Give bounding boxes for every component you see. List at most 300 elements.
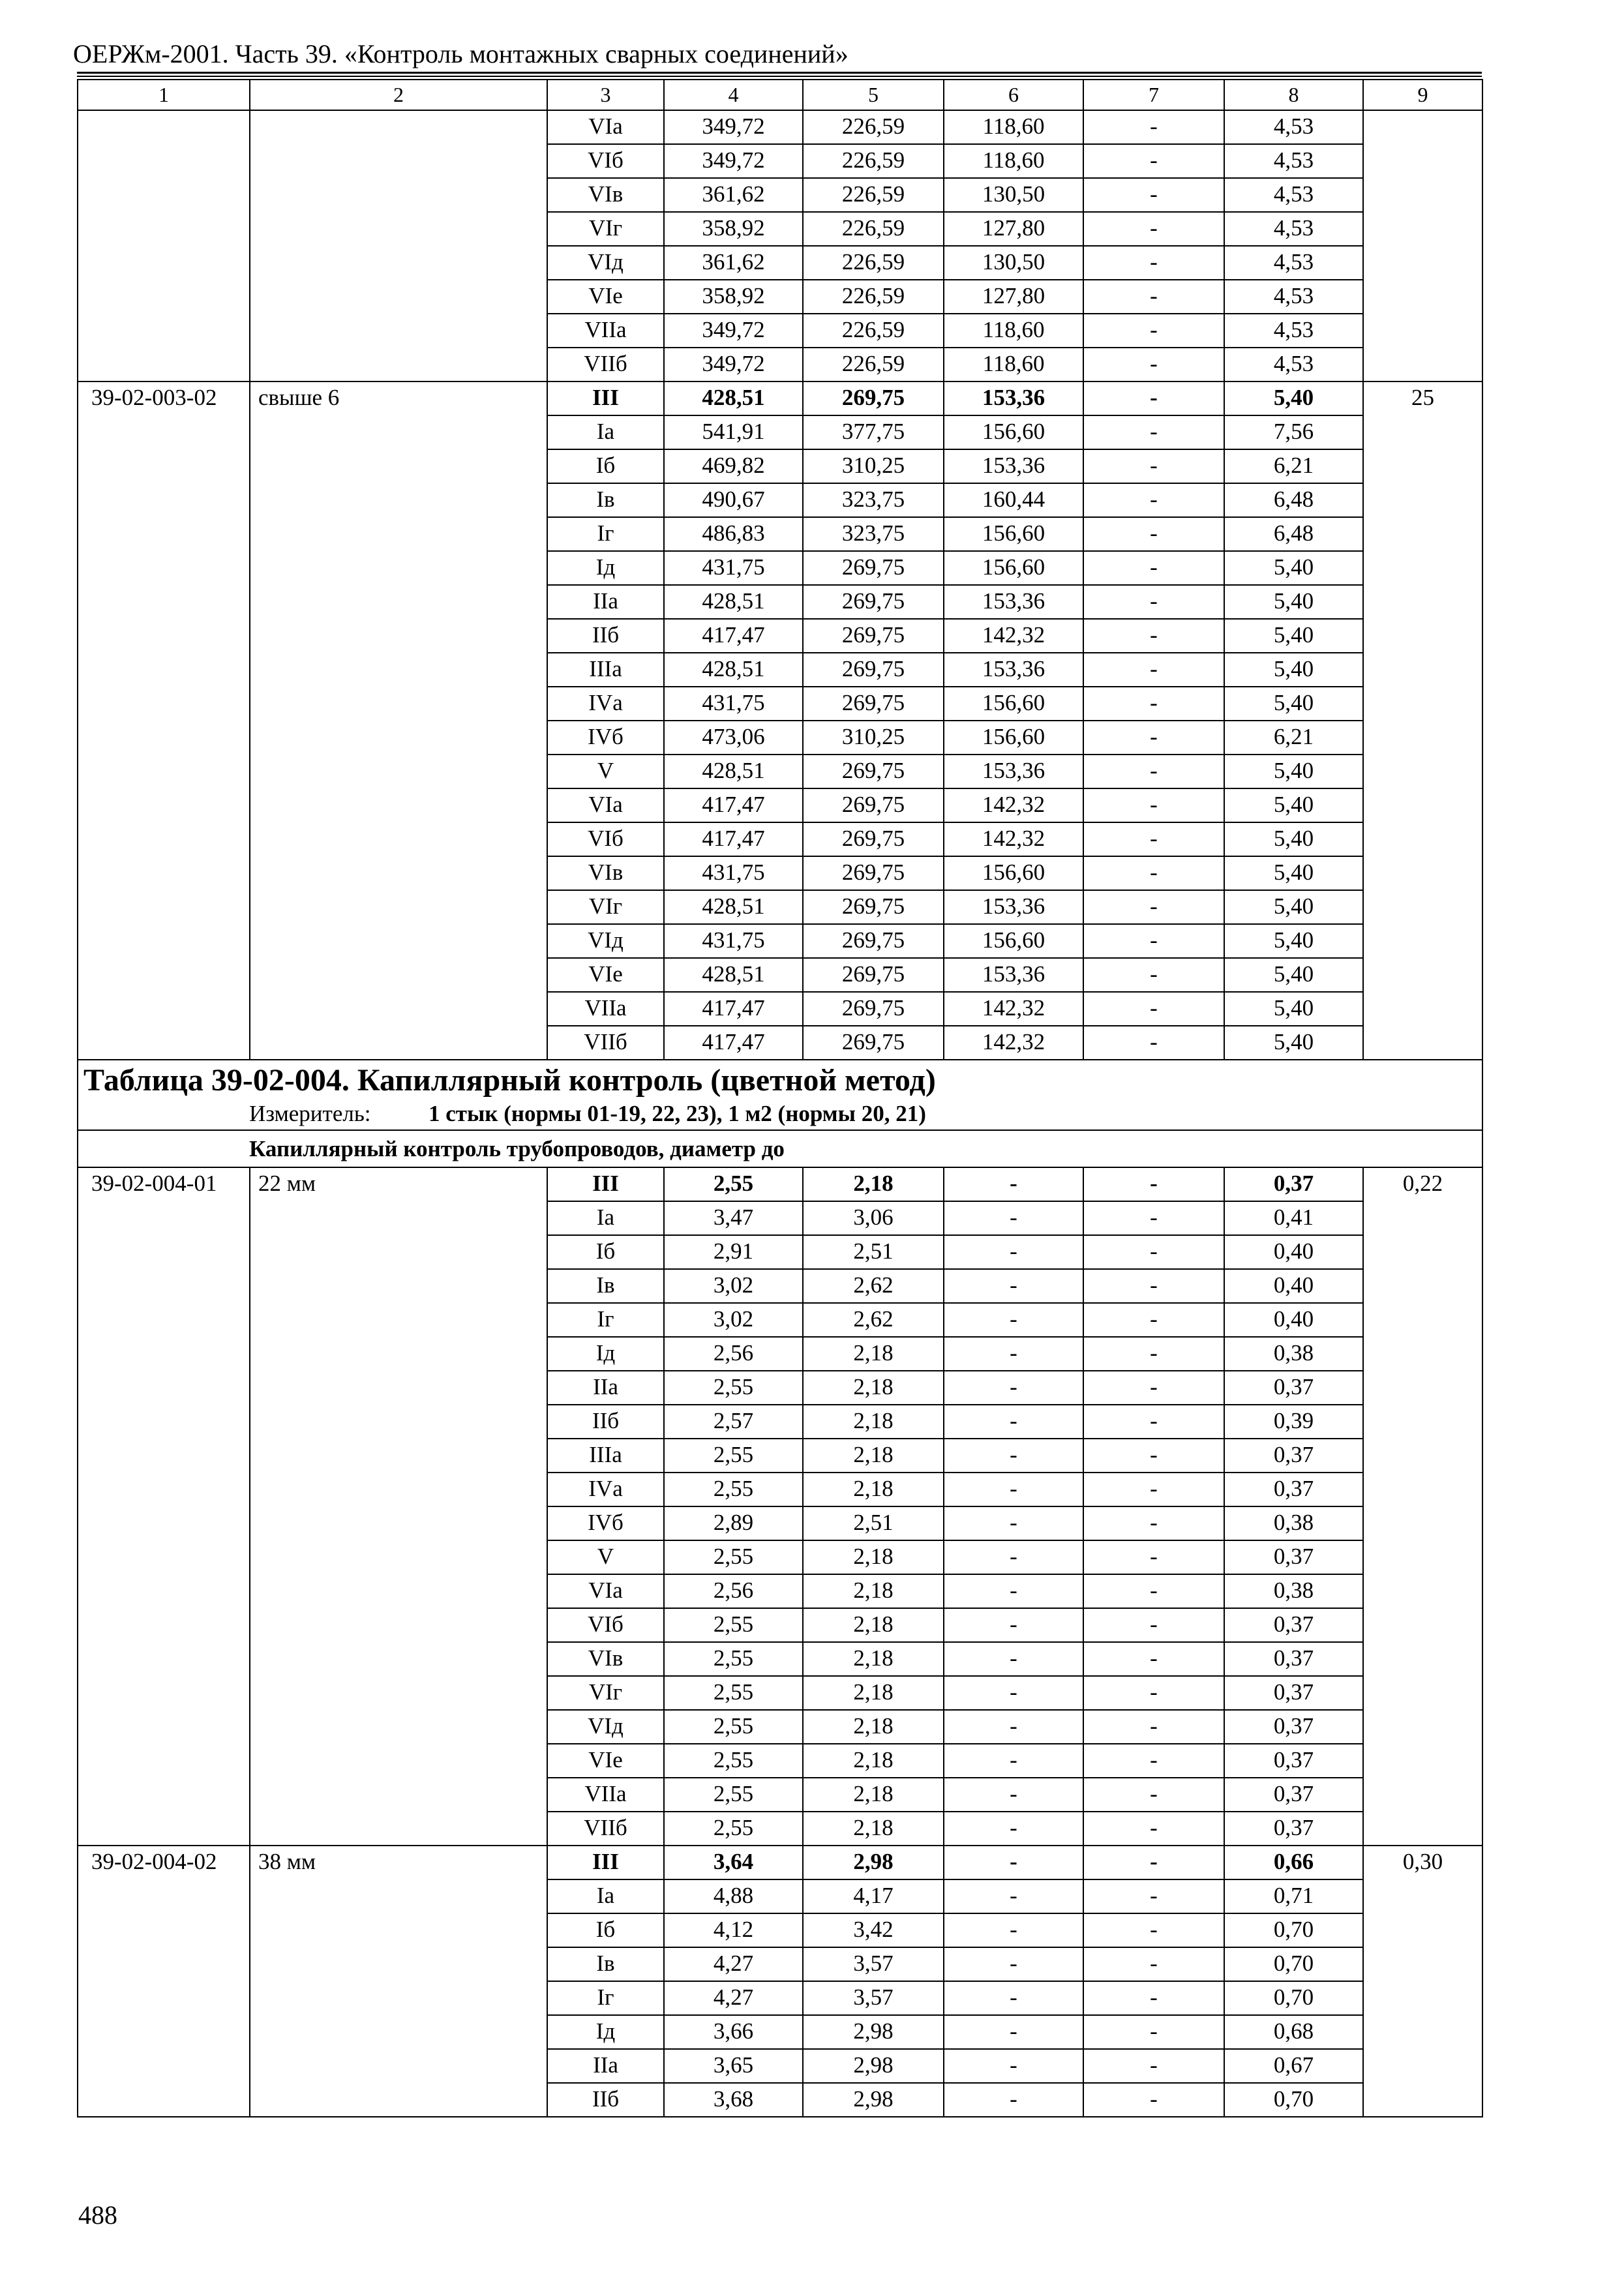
value-cell: 5,40	[1224, 551, 1363, 585]
value-cell: 349,72	[664, 348, 803, 382]
column-number: 1	[78, 80, 250, 110]
value-cell: -	[1083, 1540, 1224, 1574]
norm-description: свыше 6	[250, 382, 547, 1060]
value-cell: -	[944, 1439, 1083, 1473]
column-number-row	[78, 80, 1482, 110]
column-number: 5	[803, 80, 944, 110]
value-cell: -	[1083, 1303, 1224, 1337]
value-cell: -	[1083, 1026, 1224, 1060]
value-cell: 3,57	[803, 1981, 944, 2015]
value-cell: 541,91	[664, 415, 803, 449]
norm-code: 39-02-004-01	[78, 1167, 250, 1846]
value-cell: -	[1083, 1439, 1224, 1473]
value-cell: -	[944, 1608, 1083, 1642]
zone-cell: VIг	[547, 890, 664, 924]
value-cell: 417,47	[664, 788, 803, 822]
value-cell: -	[1083, 687, 1224, 721]
value-cell: 156,60	[944, 924, 1083, 958]
value-cell: -	[1083, 178, 1224, 212]
value-cell: -	[1083, 924, 1224, 958]
value-cell: -	[944, 1710, 1083, 1744]
value-cell: -	[1083, 144, 1224, 178]
value-cell: 377,75	[803, 415, 944, 449]
value-cell: 142,32	[944, 619, 1083, 653]
value-cell: 269,75	[803, 788, 944, 822]
value-cell: 0,37	[1224, 1642, 1363, 1676]
value-cell: 0,37	[1224, 1167, 1363, 1201]
value-cell: -	[1083, 1235, 1224, 1269]
value-cell: 428,51	[664, 382, 803, 415]
value-cell: 0,41	[1224, 1201, 1363, 1235]
value-cell: 2,89	[664, 1506, 803, 1540]
value-cell: 431,75	[664, 924, 803, 958]
zone-cell: Iа	[547, 1879, 664, 1913]
value-cell: 2,18	[803, 1642, 944, 1676]
table-title-cell	[78, 1060, 1482, 1101]
value-cell: 156,60	[944, 856, 1083, 890]
value-cell: 4,53	[1224, 212, 1363, 246]
value-cell: 4,17	[803, 1879, 944, 1913]
value-cell: 0,38	[1224, 1574, 1363, 1608]
value-cell: 2,18	[803, 1744, 944, 1778]
value-cell: -	[1083, 1744, 1224, 1778]
value-cell: -	[1083, 755, 1224, 788]
zone-cell: Iг	[547, 1303, 664, 1337]
value-cell: 2,56	[664, 1337, 803, 1371]
value-cell: 2,55	[664, 1439, 803, 1473]
zone-cell: Iд	[547, 1337, 664, 1371]
value-cell: 0,37	[1224, 1540, 1363, 1574]
value-cell: -	[1083, 280, 1224, 314]
zone-cell: Iа	[547, 1201, 664, 1235]
value-cell: 4,53	[1224, 246, 1363, 280]
value-cell: 156,60	[944, 687, 1083, 721]
value-cell: 269,75	[803, 653, 944, 687]
zone-cell: IVб	[547, 1506, 664, 1540]
value-cell: 2,62	[803, 1269, 944, 1303]
value-cell: 2,98	[803, 2015, 944, 2049]
value-cell: 2,91	[664, 1235, 803, 1269]
value-cell: 4,27	[664, 1981, 803, 2015]
value-cell: 156,60	[944, 415, 1083, 449]
value-cell: 349,72	[664, 314, 803, 348]
value-cell: -	[944, 1269, 1083, 1303]
value-cell: 153,36	[944, 449, 1083, 483]
value-cell: 5,40	[1224, 958, 1363, 992]
value-cell: 142,32	[944, 992, 1083, 1026]
value-cell: 226,59	[803, 348, 944, 382]
value-cell: -	[1083, 1846, 1224, 1879]
value-cell: 2,98	[803, 2083, 944, 2117]
norm-description: 22 мм	[250, 1167, 547, 1846]
zone-cell: III	[547, 1846, 664, 1879]
value-cell: -	[944, 1167, 1083, 1201]
value-cell: -	[1083, 1913, 1224, 1947]
value-cell: 0,68	[1224, 2015, 1363, 2049]
value-cell: -	[1083, 1710, 1224, 1744]
value-cell: 2,18	[803, 1540, 944, 1574]
value-cell: 2,98	[803, 1846, 944, 1879]
value-cell: -	[944, 1337, 1083, 1371]
value-cell: 5,40	[1224, 382, 1363, 415]
meter-cell	[78, 1101, 1482, 1130]
value-cell: 2,55	[664, 1473, 803, 1506]
zone-cell: IVа	[547, 1473, 664, 1506]
value-cell: -	[1083, 2049, 1224, 2083]
zone-cell: VIIб	[547, 1812, 664, 1846]
value-cell: -	[1083, 1473, 1224, 1506]
zone-cell: VIIа	[547, 992, 664, 1026]
norms-table	[77, 79, 1483, 2117]
zone-cell: IIб	[547, 1405, 664, 1439]
zone-cell: Iа	[547, 415, 664, 449]
zone-cell: VIе	[547, 1744, 664, 1778]
value-cell: 4,12	[664, 1913, 803, 1947]
value-cell: -	[1083, 992, 1224, 1026]
value-cell: 473,06	[664, 721, 803, 755]
value-cell: -	[1083, 890, 1224, 924]
value-cell: 2,18	[803, 1167, 944, 1201]
value-cell: -	[1083, 619, 1224, 653]
value-cell: -	[944, 1540, 1083, 1574]
column-number: 7	[1083, 80, 1224, 110]
value-cell: -	[1083, 1642, 1224, 1676]
value-cell: 428,51	[664, 890, 803, 924]
value-cell: 7,56	[1224, 415, 1363, 449]
zone-cell: VIб	[547, 822, 664, 856]
zone-cell: VIб	[547, 144, 664, 178]
value-cell: 3,02	[664, 1269, 803, 1303]
value-cell: 5,40	[1224, 992, 1363, 1026]
zone-cell: IIб	[547, 619, 664, 653]
value-cell: 490,67	[664, 483, 803, 517]
value-cell: 0,40	[1224, 1235, 1363, 1269]
value-cell: -	[944, 1812, 1083, 1846]
value-cell: -	[944, 1473, 1083, 1506]
value-cell: 2,18	[803, 1574, 944, 1608]
value-cell: 5,40	[1224, 1026, 1363, 1060]
value-cell: 130,50	[944, 178, 1083, 212]
value-cell: 310,25	[803, 721, 944, 755]
value-cell: 431,75	[664, 856, 803, 890]
value-cell: 118,60	[944, 144, 1083, 178]
value-cell: -	[1083, 822, 1224, 856]
value-cell: 156,60	[944, 721, 1083, 755]
value-cell: 3,47	[664, 1201, 803, 1235]
value-cell: 417,47	[664, 822, 803, 856]
zone-cell: VIг	[547, 1676, 664, 1710]
value-cell: -	[1083, 721, 1224, 755]
running-header: ОЕРЖм-2001. Часть 39. «Контроль монтажных сварных соединений»	[73, 39, 849, 68]
value-cell: 2,18	[803, 1337, 944, 1371]
value-cell: -	[1083, 2015, 1224, 2049]
value-cell: 0,37	[1224, 1710, 1363, 1744]
value-cell: -	[1083, 314, 1224, 348]
value-cell: 428,51	[664, 755, 803, 788]
value-cell: 153,36	[944, 755, 1083, 788]
value-cell: 417,47	[664, 1026, 803, 1060]
value-cell: 4,27	[664, 1947, 803, 1981]
value-cell: 2,51	[803, 1235, 944, 1269]
table-subtitle: Капиллярный контроль трубопроводов, диаметр до	[78, 1130, 1482, 1167]
value-cell: -	[944, 1778, 1083, 1812]
table-row	[78, 1167, 1482, 1201]
zone-cell: V	[547, 755, 664, 788]
zone-cell: VIд	[547, 1710, 664, 1744]
value-cell: 6,21	[1224, 721, 1363, 755]
value-cell: 2,55	[664, 1371, 803, 1405]
meter-value: 1 стык (нормы 01-19, 22, 23), 1 м2 (нормы 20, 21)	[429, 1101, 926, 1126]
column-number: 4	[664, 80, 803, 110]
zone-cell: VIIа	[547, 314, 664, 348]
value-cell: 269,75	[803, 992, 944, 1026]
value-cell: -	[1083, 1371, 1224, 1405]
value-cell: -	[944, 1913, 1083, 1947]
value-cell: 3,06	[803, 1201, 944, 1235]
value-cell: 323,75	[803, 483, 944, 517]
zone-cell: VIа	[547, 110, 664, 144]
header-rule	[77, 72, 1482, 74]
value-cell: 349,72	[664, 110, 803, 144]
value-cell: 2,18	[803, 1812, 944, 1846]
value-cell: -	[944, 1371, 1083, 1405]
zone-cell: VIе	[547, 280, 664, 314]
value-cell: 127,80	[944, 212, 1083, 246]
value-cell: -	[1083, 958, 1224, 992]
value-cell: -	[944, 1879, 1083, 1913]
value-cell: 226,59	[803, 314, 944, 348]
zone-cell: VIв	[547, 856, 664, 890]
value-cell: -	[1083, 1506, 1224, 1540]
value-cell: 486,83	[664, 517, 803, 551]
zone-cell: VIе	[547, 958, 664, 992]
zone-cell: Iб	[547, 1235, 664, 1269]
value-cell: 226,59	[803, 280, 944, 314]
value-cell: -	[1083, 110, 1224, 144]
value-cell: 2,55	[664, 1608, 803, 1642]
value-cell: 4,53	[1224, 348, 1363, 382]
value-cell: 3,02	[664, 1303, 803, 1337]
value-cell: 6,48	[1224, 517, 1363, 551]
value-cell: 4,53	[1224, 110, 1363, 144]
value-cell: 6,48	[1224, 483, 1363, 517]
value-cell: 2,57	[664, 1405, 803, 1439]
value-cell: 358,92	[664, 212, 803, 246]
value-cell: 269,75	[803, 1026, 944, 1060]
value-cell: 226,59	[803, 110, 944, 144]
value-cell: 428,51	[664, 585, 803, 619]
value-cell: 5,40	[1224, 788, 1363, 822]
value-cell: 0,67	[1224, 2049, 1363, 2083]
value-cell: 469,82	[664, 449, 803, 483]
value-cell: 5,40	[1224, 755, 1363, 788]
zone-cell: Iд	[547, 551, 664, 585]
value-cell: 0,66	[1224, 1846, 1363, 1879]
value-cell: -	[1083, 1812, 1224, 1846]
value-cell: 118,60	[944, 348, 1083, 382]
zone-cell: IVб	[547, 721, 664, 755]
subtitle-row	[78, 1130, 1482, 1167]
zone-cell: IVа	[547, 687, 664, 721]
zone-cell: Iб	[547, 449, 664, 483]
value-cell: 0,70	[1224, 2083, 1363, 2117]
value-cell: 269,75	[803, 856, 944, 890]
value-cell: 2,18	[803, 1405, 944, 1439]
value-cell: -	[1083, 1608, 1224, 1642]
value-cell: 0,39	[1224, 1405, 1363, 1439]
value-cell: 153,36	[944, 958, 1083, 992]
value-cell: 4,53	[1224, 280, 1363, 314]
value-cell: 2,55	[664, 1540, 803, 1574]
value-cell: 0,38	[1224, 1506, 1363, 1540]
value-cell: 2,18	[803, 1439, 944, 1473]
value-cell: 142,32	[944, 1026, 1083, 1060]
value-cell: -	[1083, 1167, 1224, 1201]
value-cell: -	[1083, 1981, 1224, 2015]
value-cell: -	[944, 1303, 1083, 1337]
value-cell: 0,70	[1224, 1981, 1363, 2015]
value-cell: 417,47	[664, 992, 803, 1026]
zone-cell: Iг	[547, 1981, 664, 2015]
value-cell: -	[1083, 1201, 1224, 1235]
value-cell: 2,18	[803, 1371, 944, 1405]
norm-column-9: 0,30	[1363, 1846, 1482, 2117]
zone-cell: IIа	[547, 2049, 664, 2083]
zone-cell: III	[547, 1167, 664, 1201]
value-cell: 428,51	[664, 958, 803, 992]
value-cell: 4,88	[664, 1879, 803, 1913]
norm-code: 39-02-003-02	[78, 382, 250, 1060]
value-cell: 0,37	[1224, 1439, 1363, 1473]
table-row	[78, 1846, 1482, 1879]
value-cell: 428,51	[664, 653, 803, 687]
value-cell: 431,75	[664, 551, 803, 585]
value-cell: 5,40	[1224, 856, 1363, 890]
table-title-row	[78, 1060, 1482, 1101]
value-cell: -	[944, 2049, 1083, 2083]
zone-cell: IIIа	[547, 653, 664, 687]
value-cell: -	[1083, 2083, 1224, 2117]
zone-cell: VIг	[547, 212, 664, 246]
value-cell: 5,40	[1224, 619, 1363, 653]
value-cell: 2,98	[803, 2049, 944, 2083]
zone-cell: VIIб	[547, 348, 664, 382]
norm-column-9	[1363, 110, 1482, 382]
value-cell: 2,51	[803, 1506, 944, 1540]
column-number: 8	[1224, 80, 1363, 110]
value-cell: 0,70	[1224, 1913, 1363, 1947]
value-cell: 3,68	[664, 2083, 803, 2117]
value-cell: 2,18	[803, 1778, 944, 1812]
value-cell: 4,53	[1224, 314, 1363, 348]
value-cell: 2,18	[803, 1710, 944, 1744]
value-cell: 5,40	[1224, 822, 1363, 856]
value-cell: 142,32	[944, 822, 1083, 856]
value-cell: -	[944, 1981, 1083, 2015]
value-cell: -	[1083, 1778, 1224, 1812]
value-cell: 153,36	[944, 382, 1083, 415]
zone-cell: VIв	[547, 1642, 664, 1676]
value-cell: 153,36	[944, 653, 1083, 687]
zone-cell: VIд	[547, 246, 664, 280]
value-cell: 2,56	[664, 1574, 803, 1608]
column-number: 9	[1363, 80, 1482, 110]
norm-code: 39-02-004-02	[78, 1846, 250, 2117]
header-rule	[77, 76, 1482, 77]
zone-cell: IIа	[547, 1371, 664, 1405]
meter-label: Измеритель:	[249, 1101, 371, 1126]
value-cell: -	[1083, 212, 1224, 246]
value-cell: 226,59	[803, 246, 944, 280]
value-cell: 2,55	[664, 1744, 803, 1778]
value-cell: -	[1083, 1405, 1224, 1439]
value-cell: -	[1083, 653, 1224, 687]
zone-cell: VIа	[547, 1574, 664, 1608]
value-cell: 5,40	[1224, 924, 1363, 958]
zone-cell: VIIб	[547, 1026, 664, 1060]
value-cell: 0,71	[1224, 1879, 1363, 1913]
column-number: 2	[250, 80, 547, 110]
value-cell: -	[1083, 551, 1224, 585]
value-cell: -	[944, 1846, 1083, 1879]
norm-code	[78, 110, 250, 382]
value-cell: 3,57	[803, 1947, 944, 1981]
zone-cell: Iг	[547, 517, 664, 551]
value-cell: 4,53	[1224, 144, 1363, 178]
value-cell: 0,37	[1224, 1473, 1363, 1506]
value-cell: 2,55	[664, 1642, 803, 1676]
value-cell: 142,32	[944, 788, 1083, 822]
zone-cell: VIв	[547, 178, 664, 212]
value-cell: 118,60	[944, 314, 1083, 348]
value-cell: 2,55	[664, 1812, 803, 1846]
value-cell: 269,75	[803, 755, 944, 788]
value-cell: 323,75	[803, 517, 944, 551]
value-cell: -	[1083, 1269, 1224, 1303]
value-cell: -	[1083, 348, 1224, 382]
value-cell: 5,40	[1224, 890, 1363, 924]
zone-cell: Iд	[547, 2015, 664, 2049]
value-cell: 269,75	[803, 585, 944, 619]
value-cell: 0,37	[1224, 1812, 1363, 1846]
value-cell: 361,62	[664, 178, 803, 212]
value-cell: 0,70	[1224, 1947, 1363, 1981]
value-cell: 0,40	[1224, 1303, 1363, 1337]
value-cell: 431,75	[664, 687, 803, 721]
value-cell: 127,80	[944, 280, 1083, 314]
value-cell: -	[944, 1642, 1083, 1676]
value-cell: -	[1083, 856, 1224, 890]
value-cell: -	[944, 1947, 1083, 1981]
value-cell: -	[1083, 483, 1224, 517]
value-cell: 153,36	[944, 890, 1083, 924]
value-cell: 2,18	[803, 1608, 944, 1642]
value-cell: 2,18	[803, 1676, 944, 1710]
zone-cell: Iб	[547, 1913, 664, 1947]
column-number: 6	[944, 80, 1083, 110]
norm-description: 38 мм	[250, 1846, 547, 2117]
value-cell: -	[944, 1744, 1083, 1778]
value-cell: -	[1083, 449, 1224, 483]
zone-cell: VIIа	[547, 1778, 664, 1812]
value-cell: -	[1083, 1947, 1224, 1981]
value-cell: 2,55	[664, 1710, 803, 1744]
value-cell: -	[1083, 382, 1224, 415]
zone-cell: VIд	[547, 924, 664, 958]
table-row	[78, 110, 1482, 144]
value-cell: 226,59	[803, 144, 944, 178]
value-cell: 0,37	[1224, 1608, 1363, 1642]
